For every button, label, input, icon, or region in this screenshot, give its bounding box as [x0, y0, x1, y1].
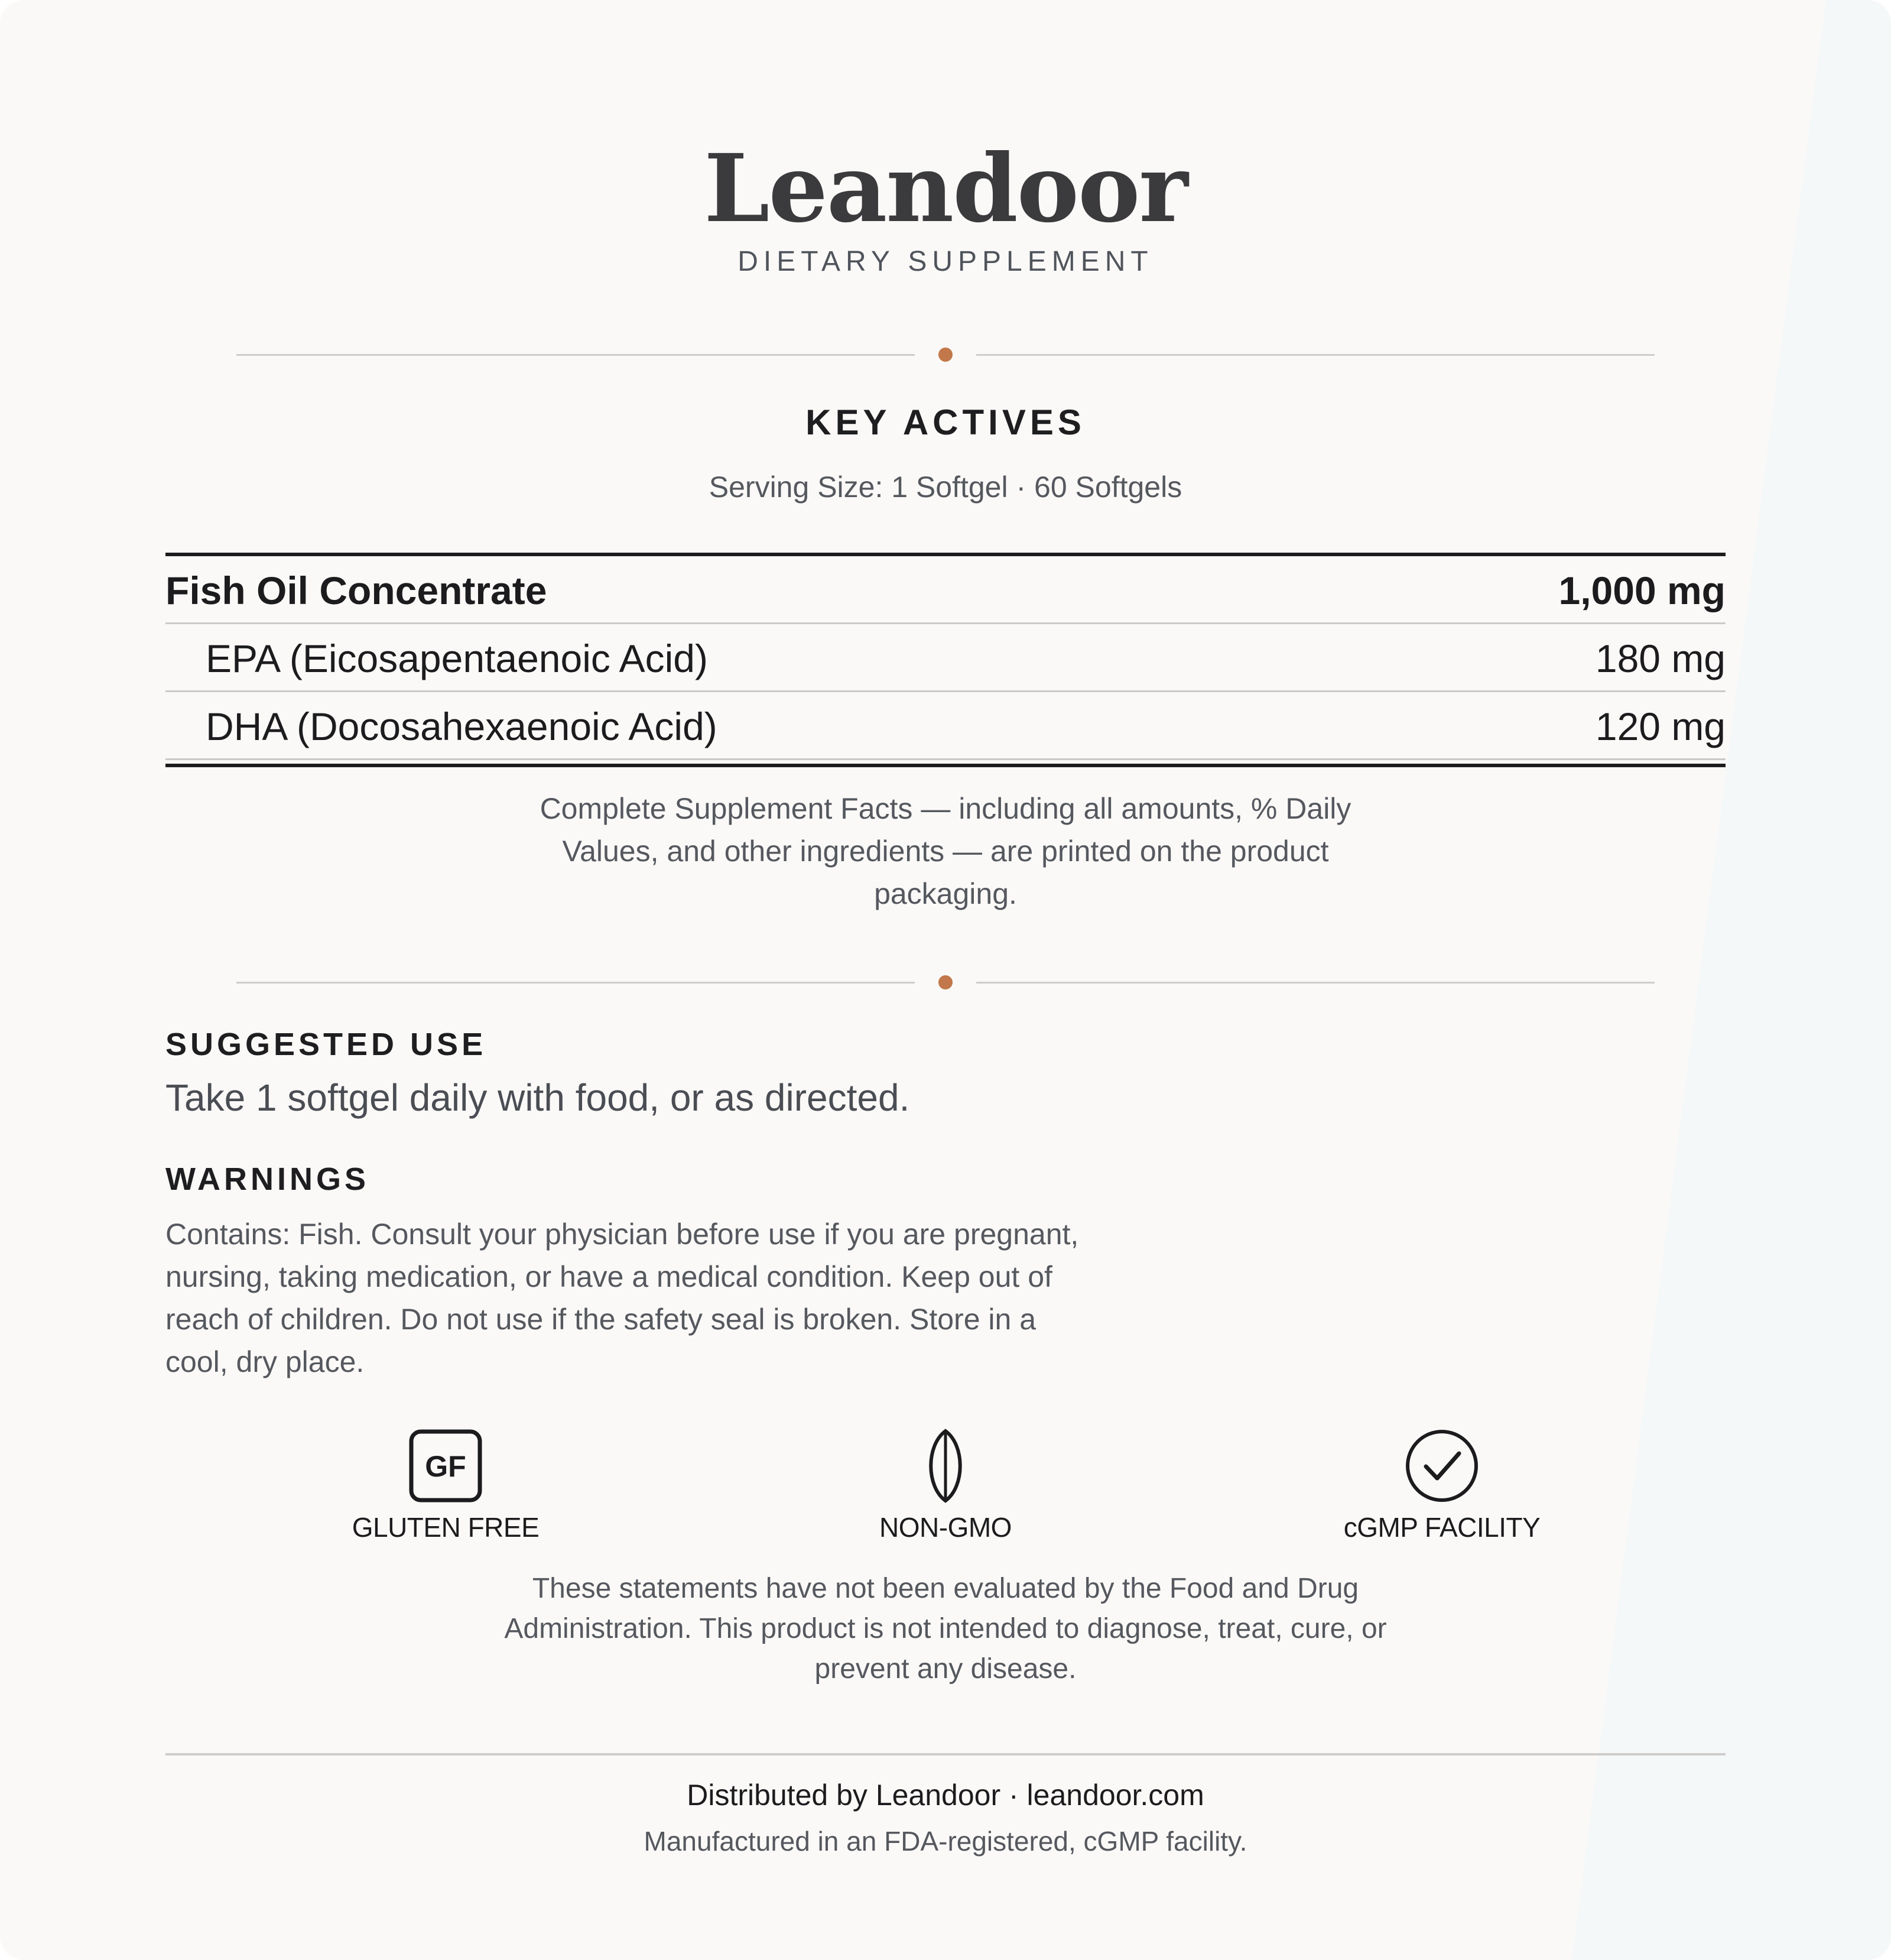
ingredient-name: EPA (Eicosapentaenoic Acid) — [206, 637, 708, 680]
warnings-heading: WARNINGS — [165, 1161, 369, 1197]
leaf-icon — [907, 1427, 984, 1504]
badge-non-gmo — [827, 1427, 1064, 1543]
suggested-use-heading: SUGGESTED USE — [165, 1027, 487, 1062]
table-bottom-rule — [165, 764, 1726, 767]
ingredient-amount: 1,000 mg — [1558, 569, 1726, 612]
key-actives-title: KEY ACTIVES — [805, 403, 1086, 442]
fda-disclaimer: These statements have not been evaluated by the Food and Drug Administration. This product is not intended to diagnose, treat, cure, or prevent any disease. — [504, 1573, 1387, 1685]
badge-label: cGMP FACILITY — [1343, 1512, 1541, 1543]
ingredient-name: DHA (Docosahexaenoic Acid) — [206, 705, 717, 748]
distributor-line: Distributed by Leandoor · leandoor.com — [687, 1779, 1204, 1812]
serving-size: Serving Size: 1 Softgel · 60 Softgels — [709, 470, 1182, 504]
badge-label: GLUTEN FREE — [352, 1512, 540, 1543]
badge-cgmp — [1324, 1427, 1560, 1543]
gluten-free-icon-text: GF — [425, 1450, 466, 1483]
divider-dot — [938, 975, 953, 989]
gluten-free-icon — [407, 1427, 484, 1504]
ingredient-name: Fish Oil Concentrate — [165, 569, 547, 612]
section-divider — [236, 348, 1655, 362]
ingredient-amount: 180 mg — [1595, 637, 1726, 680]
table-row — [165, 692, 1726, 760]
suggested-use-text: Take 1 softgel daily with food, or as directed. — [165, 1076, 910, 1119]
check-circle-icon — [1403, 1427, 1480, 1504]
supplement-facts-note: Complete Supplement Facts — including all amounts, % Daily Values, and other ingredients — are printed on the product packaging. — [540, 792, 1351, 910]
section-divider — [236, 975, 1655, 989]
brand-subtitle: DIETARY SUPPLEMENT — [737, 246, 1154, 277]
table-row — [165, 556, 1726, 624]
ingredient-amount: 120 mg — [1595, 705, 1726, 748]
key-actives-table — [165, 553, 1726, 760]
footer-divider — [165, 1753, 1726, 1755]
badge-label: NON-GMO — [879, 1512, 1012, 1543]
warnings-text: Contains: Fish. Consult your physician before use if you are pregnant, nursing, taking medication, or have a medical condition. Keep out of reach of children. Do not use if the safety seal is broken. Store in a cool, dry place. — [165, 1218, 1079, 1378]
badge-gluten-free — [327, 1427, 564, 1543]
brand-logo: Leandoor — [704, 134, 1187, 244]
table-row — [165, 624, 1726, 692]
divider-dot — [938, 348, 953, 362]
manufacturer-line: Manufactured in an FDA-registered, cGMP facility. — [644, 1826, 1247, 1857]
